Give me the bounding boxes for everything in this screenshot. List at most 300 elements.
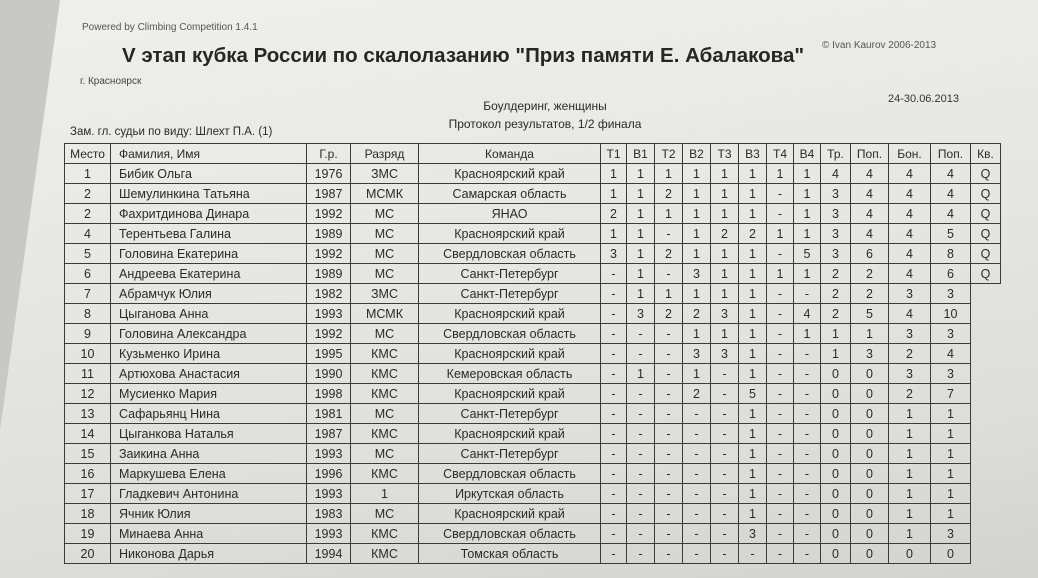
t1-cell: - <box>601 324 627 344</box>
rank-cell: МСМК <box>351 304 419 324</box>
team-cell: Свердловская область <box>419 524 601 544</box>
t3-cell: 1 <box>711 264 739 284</box>
protocol-title: Протокол результатов, 1/2 финала <box>448 117 642 131</box>
b1-cell: 3 <box>627 304 655 324</box>
bonus-attempts-cell: 10 <box>931 304 971 324</box>
table-row <box>65 424 1001 444</box>
tops-cell: 0 <box>821 524 851 544</box>
table-row <box>65 204 1001 224</box>
t2-cell: 2 <box>655 244 683 264</box>
birth-year-cell: 1989 <box>307 264 351 284</box>
qualification-cell <box>971 544 1001 564</box>
t1-cell: - <box>601 344 627 364</box>
place-cell: 8 <box>65 304 111 324</box>
table-row <box>65 164 1001 184</box>
birth-year-cell: 1983 <box>307 504 351 524</box>
bonus-attempts-cell: 4 <box>931 184 971 204</box>
birth-year-cell: 1995 <box>307 344 351 364</box>
t4-cell: - <box>767 324 794 344</box>
qualification-cell <box>971 444 1001 464</box>
b3-cell: 1 <box>739 284 767 304</box>
team-cell: Санкт-Петербург <box>419 404 601 424</box>
name-cell: Гладкевич Антонина <box>111 484 307 504</box>
b1-cell: - <box>627 484 655 504</box>
bonuses-cell: 1 <box>889 484 931 504</box>
team-cell: Красноярский край <box>419 164 601 184</box>
b2-cell: - <box>683 504 711 524</box>
place-cell: 16 <box>65 464 111 484</box>
top-attempts-cell: 1 <box>851 324 889 344</box>
t2-cell: - <box>655 424 683 444</box>
t1-cell: 1 <box>601 184 627 204</box>
qualification-cell <box>971 284 1001 304</box>
t3-cell: - <box>711 384 739 404</box>
column-header-b3: В3 <box>739 144 767 164</box>
place-cell: 4 <box>65 224 111 244</box>
tops-cell: 0 <box>821 384 851 404</box>
column-header-t2: Т2 <box>655 144 683 164</box>
bonuses-cell: 0 <box>889 544 931 564</box>
bonus-attempts-cell: 3 <box>931 524 971 544</box>
column-header-t4: Т4 <box>767 144 794 164</box>
t3-cell: 1 <box>711 204 739 224</box>
b4-cell: - <box>794 524 821 544</box>
birth-year-cell: 1994 <box>307 544 351 564</box>
t1-cell: - <box>601 384 627 404</box>
t4-cell: - <box>767 484 794 504</box>
top-attempts-cell: 3 <box>851 344 889 364</box>
t1-cell: - <box>601 484 627 504</box>
b2-cell: - <box>683 444 711 464</box>
column-header-name: Фамилия, Имя <box>111 144 307 164</box>
t1-cell: - <box>601 504 627 524</box>
t2-cell: 1 <box>655 284 683 304</box>
tops-cell: 0 <box>821 544 851 564</box>
top-attempts-cell: 0 <box>851 524 889 544</box>
t1-cell: 1 <box>601 164 627 184</box>
column-header-qualification: Кв. <box>971 144 1001 164</box>
team-cell: Санкт-Петербург <box>419 444 601 464</box>
t2-cell: 2 <box>655 304 683 324</box>
b1-cell: - <box>627 524 655 544</box>
table-row <box>65 264 1001 284</box>
bonuses-cell: 4 <box>889 224 931 244</box>
rank-cell: КМС <box>351 544 419 564</box>
rank-cell: МС <box>351 444 419 464</box>
column-header-bonuses: Бон. <box>889 144 931 164</box>
place-cell: 13 <box>65 404 111 424</box>
t3-cell: - <box>711 464 739 484</box>
b2-cell: - <box>683 524 711 544</box>
birth-year-cell: 1981 <box>307 404 351 424</box>
birth-year-cell: 1992 <box>307 204 351 224</box>
bonuses-cell: 2 <box>889 344 931 364</box>
bonuses-cell: 2 <box>889 384 931 404</box>
qualification-cell: Q <box>971 244 1001 264</box>
column-header-b2: В2 <box>683 144 711 164</box>
rank-cell: МС <box>351 224 419 244</box>
b4-cell: - <box>794 464 821 484</box>
competition-title: V этап кубка России по скалолазанию "Приз памяти Е. Абалакова" <box>122 44 805 67</box>
bonuses-cell: 1 <box>889 404 931 424</box>
t3-cell: 1 <box>711 184 739 204</box>
bonus-attempts-cell: 7 <box>931 384 971 404</box>
b1-cell: - <box>627 324 655 344</box>
bonuses-cell: 1 <box>889 504 931 524</box>
t1-cell: - <box>601 284 627 304</box>
birth-year-cell: 1993 <box>307 304 351 324</box>
qualification-cell: Q <box>971 164 1001 184</box>
bonus-attempts-cell: 3 <box>931 324 971 344</box>
birth-year-cell: 1993 <box>307 484 351 504</box>
t2-cell: - <box>655 344 683 364</box>
t2-cell: - <box>655 264 683 284</box>
qualification-cell: Q <box>971 224 1001 244</box>
bonuses-cell: 3 <box>889 284 931 304</box>
b1-cell: - <box>627 384 655 404</box>
t3-cell: 1 <box>711 164 739 184</box>
b4-cell: 1 <box>794 324 821 344</box>
name-cell: Заикина Анна <box>111 444 307 464</box>
qualification-cell <box>971 404 1001 424</box>
b3-cell: 1 <box>739 444 767 464</box>
b2-cell: 1 <box>683 324 711 344</box>
b3-cell: 1 <box>739 484 767 504</box>
background-edge <box>0 0 60 430</box>
qualification-cell: Q <box>971 204 1001 224</box>
tops-cell: 3 <box>821 244 851 264</box>
top-attempts-cell: 0 <box>851 484 889 504</box>
rank-cell: КМС <box>351 464 419 484</box>
t4-cell: - <box>767 304 794 324</box>
rank-cell: МСМК <box>351 184 419 204</box>
tops-cell: 1 <box>821 324 851 344</box>
t4-cell: - <box>767 344 794 364</box>
top-attempts-cell: 0 <box>851 424 889 444</box>
top-attempts-cell: 4 <box>851 184 889 204</box>
bonus-attempts-cell: 0 <box>931 544 971 564</box>
b4-cell: - <box>794 444 821 464</box>
top-attempts-cell: 0 <box>851 444 889 464</box>
b3-cell: 1 <box>739 164 767 184</box>
rank-cell: МС <box>351 204 419 224</box>
b3-cell: 1 <box>739 184 767 204</box>
team-cell: Красноярский край <box>419 304 601 324</box>
b4-cell: - <box>794 504 821 524</box>
tops-cell: 0 <box>821 444 851 464</box>
bonuses-cell: 4 <box>889 184 931 204</box>
top-attempts-cell: 2 <box>851 264 889 284</box>
t2-cell: - <box>655 504 683 524</box>
t2-cell: - <box>655 324 683 344</box>
t2-cell: - <box>655 404 683 424</box>
column-header-top-attempts: Поп. <box>851 144 889 164</box>
tops-cell: 2 <box>821 264 851 284</box>
t4-cell: - <box>767 404 794 424</box>
bonus-attempts-cell: 4 <box>931 204 971 224</box>
tops-cell: 1 <box>821 344 851 364</box>
team-cell: Санкт-Петербург <box>419 284 601 304</box>
t4-cell: 1 <box>767 224 794 244</box>
t4-cell: - <box>767 504 794 524</box>
b4-cell: 4 <box>794 304 821 324</box>
t4-cell: - <box>767 524 794 544</box>
table-row <box>65 504 1001 524</box>
b2-cell: 1 <box>683 164 711 184</box>
b3-cell: 1 <box>739 464 767 484</box>
t3-cell: 3 <box>711 344 739 364</box>
b2-cell: 2 <box>683 384 711 404</box>
b1-cell: 1 <box>627 244 655 264</box>
rank-cell: МС <box>351 504 419 524</box>
column-header-b4: В4 <box>794 144 821 164</box>
t2-cell: 2 <box>655 184 683 204</box>
t1-cell: 1 <box>601 224 627 244</box>
t1-cell: - <box>601 464 627 484</box>
table-row <box>65 544 1001 564</box>
birth-year-cell: 1987 <box>307 424 351 444</box>
t1-cell: - <box>601 544 627 564</box>
b3-cell: 1 <box>739 424 767 444</box>
birth-year-cell: 1990 <box>307 364 351 384</box>
b3-cell: 1 <box>739 344 767 364</box>
birth-year-cell: 1976 <box>307 164 351 184</box>
top-attempts-cell: 0 <box>851 404 889 424</box>
b4-cell: - <box>794 544 821 564</box>
bonuses-cell: 4 <box>889 244 931 264</box>
t2-cell: - <box>655 444 683 464</box>
b1-cell: - <box>627 444 655 464</box>
b3-cell: 5 <box>739 384 767 404</box>
name-cell: Андреева Екатерина <box>111 264 307 284</box>
b4-cell: 1 <box>794 164 821 184</box>
t3-cell: 3 <box>711 304 739 324</box>
top-attempts-cell: 6 <box>851 244 889 264</box>
bonus-attempts-cell: 1 <box>931 424 971 444</box>
team-cell: Томская область <box>419 544 601 564</box>
b3-cell: 1 <box>739 504 767 524</box>
copyright-text: © Ivan Kaurov 2006-2013 <box>822 40 937 51</box>
judge-text: Зам. гл. судьи по виду: Шлехт П.А. (1) <box>70 126 273 138</box>
qualification-cell <box>971 504 1001 524</box>
tops-cell: 3 <box>821 224 851 244</box>
t3-cell: - <box>711 524 739 544</box>
t2-cell: - <box>655 364 683 384</box>
column-header-t1: Т1 <box>601 144 627 164</box>
name-cell: Мусиенко Мария <box>111 384 307 404</box>
b3-cell: 1 <box>739 324 767 344</box>
b1-cell: - <box>627 344 655 364</box>
t2-cell: - <box>655 544 683 564</box>
b1-cell: 1 <box>627 224 655 244</box>
b4-cell: 1 <box>794 264 821 284</box>
tops-cell: 3 <box>821 184 851 204</box>
rank-cell: КМС <box>351 344 419 364</box>
table-row <box>65 304 1001 324</box>
qualification-cell <box>971 364 1001 384</box>
t4-cell: - <box>767 204 794 224</box>
table-row <box>65 464 1001 484</box>
bonus-attempts-cell: 6 <box>931 264 971 284</box>
bonuses-cell: 3 <box>889 324 931 344</box>
table-row <box>65 404 1001 424</box>
team-cell: Свердловская область <box>419 324 601 344</box>
bonus-attempts-cell: 1 <box>931 504 971 524</box>
bonus-attempts-cell: 4 <box>931 344 971 364</box>
b4-cell: - <box>794 384 821 404</box>
team-cell: Свердловская область <box>419 244 601 264</box>
t2-cell: - <box>655 524 683 544</box>
t1-cell: - <box>601 304 627 324</box>
team-cell: Красноярский край <box>419 224 601 244</box>
name-cell: Цыганкова Наталья <box>111 424 307 444</box>
discipline-text: Боулдеринг, женщины <box>483 99 607 113</box>
name-cell: Маркушева Елена <box>111 464 307 484</box>
b2-cell: 3 <box>683 344 711 364</box>
b1-cell: - <box>627 504 655 524</box>
b1-cell: - <box>627 404 655 424</box>
column-header-place: Место <box>65 144 111 164</box>
place-cell: 2 <box>65 184 111 204</box>
rank-cell: ЗМС <box>351 164 419 184</box>
column-header-bonus-attempts: Поп. <box>931 144 971 164</box>
t1-cell: - <box>601 524 627 544</box>
column-header-t3: Т3 <box>711 144 739 164</box>
qualification-cell <box>971 384 1001 404</box>
b4-cell: - <box>794 404 821 424</box>
city-text: г. Красноярск <box>80 76 142 87</box>
b4-cell: - <box>794 344 821 364</box>
bonus-attempts-cell: 8 <box>931 244 971 264</box>
b4-cell: 1 <box>794 204 821 224</box>
team-cell: Красноярский край <box>419 504 601 524</box>
team-cell: ЯНАО <box>419 204 601 224</box>
qualification-cell <box>971 324 1001 344</box>
tops-cell: 3 <box>821 204 851 224</box>
column-header-birth-year: Г.р. <box>307 144 351 164</box>
place-cell: 14 <box>65 424 111 444</box>
b4-cell: - <box>794 364 821 384</box>
results-table <box>64 143 1001 564</box>
b2-cell: 2 <box>683 304 711 324</box>
table-body <box>65 164 1001 564</box>
bonus-attempts-cell: 1 <box>931 464 971 484</box>
header-row <box>65 144 1001 164</box>
b2-cell: - <box>683 464 711 484</box>
column-header-tops: Тр. <box>821 144 851 164</box>
t3-cell: - <box>711 364 739 384</box>
top-attempts-cell: 0 <box>851 384 889 404</box>
team-cell: Санкт-Петербург <box>419 264 601 284</box>
t4-cell: 1 <box>767 264 794 284</box>
bonuses-cell: 4 <box>889 264 931 284</box>
b2-cell: 3 <box>683 264 711 284</box>
tops-cell: 0 <box>821 364 851 384</box>
name-cell: Бибик Ольга <box>111 164 307 184</box>
table-row <box>65 524 1001 544</box>
table-row <box>65 224 1001 244</box>
qualification-cell: Q <box>971 264 1001 284</box>
bonus-attempts-cell: 4 <box>931 164 971 184</box>
table-header <box>65 144 1001 164</box>
t3-cell: 1 <box>711 244 739 264</box>
tops-cell: 4 <box>821 164 851 184</box>
rank-cell: МС <box>351 244 419 264</box>
b4-cell: 5 <box>794 244 821 264</box>
t3-cell: - <box>711 424 739 444</box>
rank-cell: ЗМС <box>351 284 419 304</box>
table-row <box>65 244 1001 264</box>
b2-cell: 1 <box>683 184 711 204</box>
qualification-cell <box>971 344 1001 364</box>
place-cell: 17 <box>65 484 111 504</box>
tops-cell: 2 <box>821 304 851 324</box>
b2-cell: 1 <box>683 244 711 264</box>
t1-cell: - <box>601 404 627 424</box>
rank-cell: МС <box>351 324 419 344</box>
place-cell: 12 <box>65 384 111 404</box>
bonus-attempts-cell: 3 <box>931 284 971 304</box>
table-row <box>65 324 1001 344</box>
t4-cell: - <box>767 244 794 264</box>
place-cell: 11 <box>65 364 111 384</box>
b2-cell: - <box>683 484 711 504</box>
bonuses-cell: 4 <box>889 164 931 184</box>
qualification-cell <box>971 304 1001 324</box>
table-row <box>65 344 1001 364</box>
dates-text: 24-30.06.2013 <box>888 93 959 105</box>
b2-cell: 1 <box>683 284 711 304</box>
b1-cell: 1 <box>627 364 655 384</box>
name-cell: Головина Александра <box>111 324 307 344</box>
table-row <box>65 384 1001 404</box>
b4-cell: - <box>794 484 821 504</box>
top-attempts-cell: 5 <box>851 304 889 324</box>
tops-cell: 2 <box>821 284 851 304</box>
t1-cell: - <box>601 364 627 384</box>
name-cell: Головина Екатерина <box>111 244 307 264</box>
t2-cell: 1 <box>655 204 683 224</box>
team-cell: Красноярский край <box>419 424 601 444</box>
bonus-attempts-cell: 5 <box>931 224 971 244</box>
name-cell: Кузьменко Ирина <box>111 344 307 364</box>
b2-cell: 1 <box>683 204 711 224</box>
b1-cell: 1 <box>627 264 655 284</box>
rank-cell: МС <box>351 264 419 284</box>
qualification-cell <box>971 524 1001 544</box>
b2-cell: - <box>683 544 711 564</box>
birth-year-cell: 1996 <box>307 464 351 484</box>
place-cell: 5 <box>65 244 111 264</box>
tops-cell: 0 <box>821 504 851 524</box>
t4-cell: - <box>767 544 794 564</box>
b4-cell: - <box>794 284 821 304</box>
t3-cell: - <box>711 504 739 524</box>
t3-cell: - <box>711 544 739 564</box>
team-cell: Красноярский край <box>419 384 601 404</box>
powered-by-text: Powered by Climbing Competition 1.4.1 <box>82 22 258 33</box>
birth-year-cell: 1982 <box>307 284 351 304</box>
b3-cell: 1 <box>739 244 767 264</box>
bonus-attempts-cell: 3 <box>931 364 971 384</box>
top-attempts-cell: 2 <box>851 284 889 304</box>
t3-cell: 2 <box>711 224 739 244</box>
tops-cell: 0 <box>821 404 851 424</box>
b1-cell: - <box>627 544 655 564</box>
place-cell: 10 <box>65 344 111 364</box>
rank-cell: 1 <box>351 484 419 504</box>
t4-cell: - <box>767 184 794 204</box>
